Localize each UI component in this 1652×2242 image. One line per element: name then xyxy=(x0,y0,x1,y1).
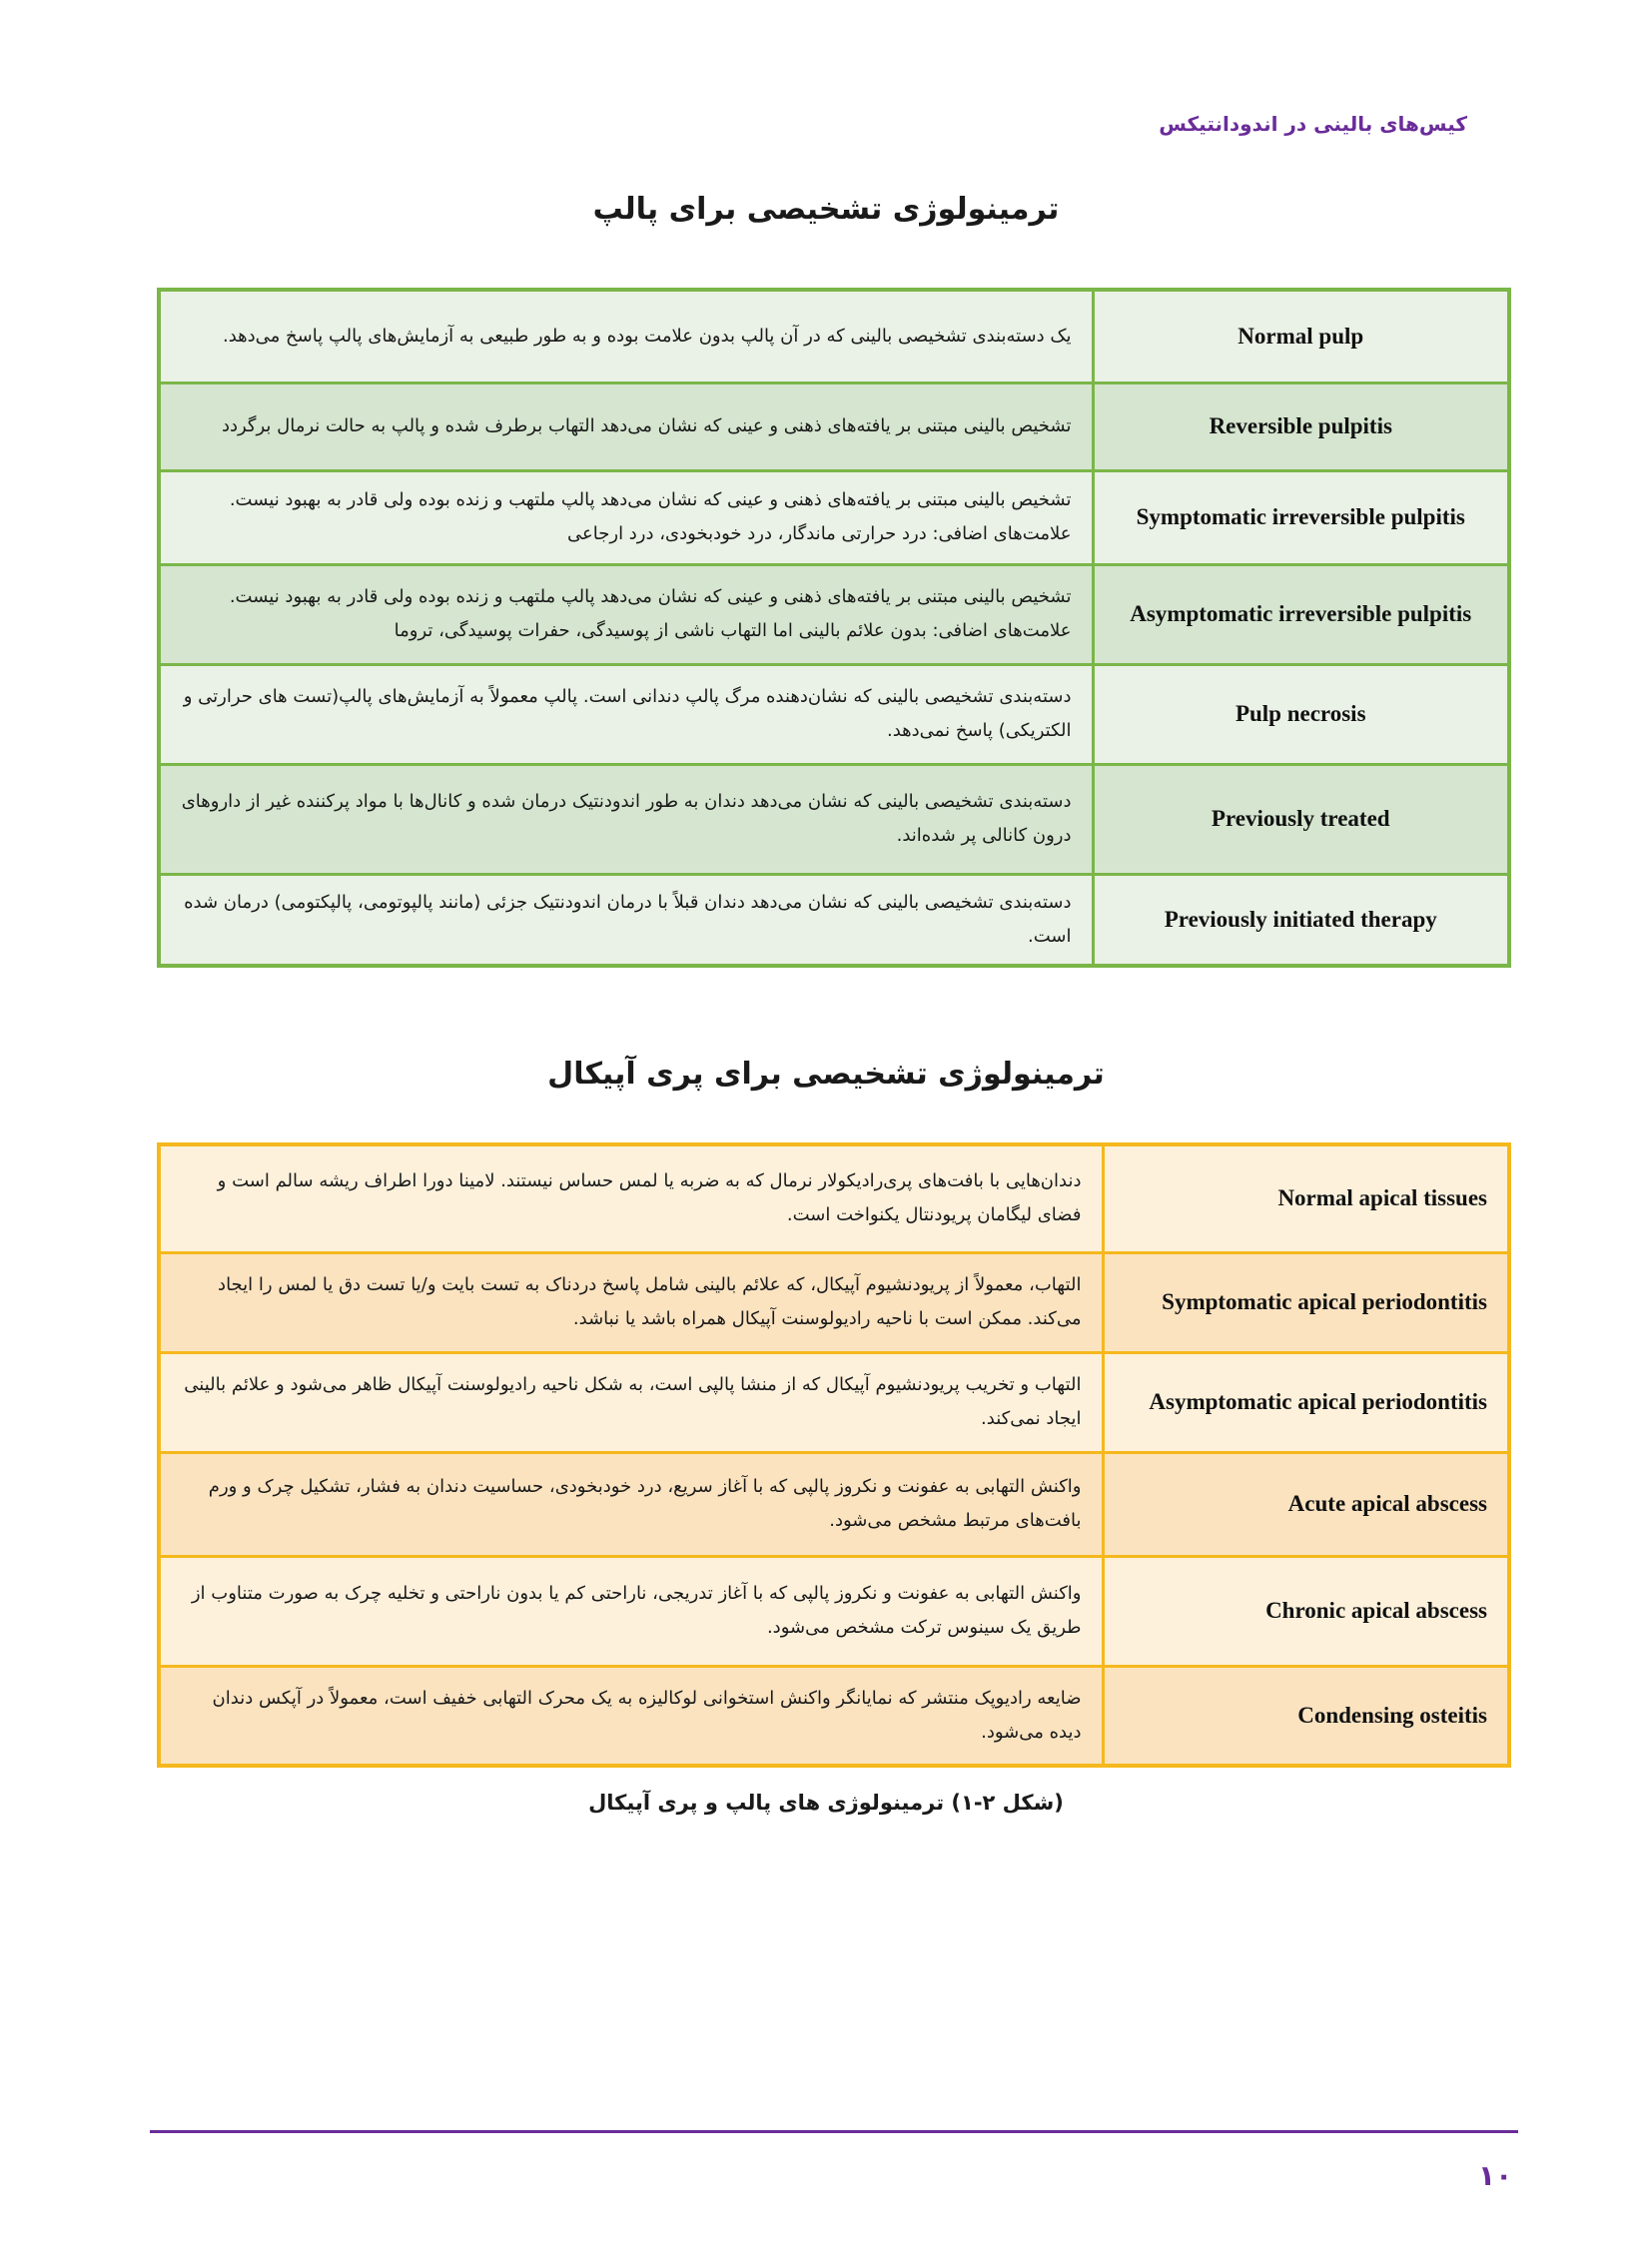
running-header: کیس‌های بالینی در اندودانتیکس xyxy=(1159,112,1467,136)
table-row xyxy=(159,290,1509,382)
description-cell: ضایعه رادیوپک منتشر که نمایانگر واکنش استخوانی لوکالیزه به یک محرک التهابی خفیف است، معمولاً در آپکس دندان دیده می‌شود. xyxy=(159,1666,1103,1766)
description-cell: دسته‌بندی تشخیصی بالینی که نشان می‌دهد دندان قبلاً با درمان اندودنتیک جزئی (مانند پالپوتومی، پالپکتومی) درمان شده است. xyxy=(159,874,1093,966)
term-cell: Condensing osteitis xyxy=(1103,1666,1509,1766)
term-cell: Chronic apical abscess xyxy=(1103,1556,1509,1666)
table-row xyxy=(159,764,1509,874)
description-cell: واکنش التهابی به عفونت و نکروز پالپی که با آغاز سریع، درد خودبخودی، حساسیت دندان به فشار، تشکیل چرک و ورم بافت‌های مرتبط مشخص می‌شود. xyxy=(159,1452,1103,1556)
description-cell: تشخیص بالینی مبتنی بر یافته‌های ذهنی و عینی که نشان می‌دهد پالپ ملتهب و زنده بوده ولی قادر به بهبود نیست. علامت‌های اضافی: درد حرارتی ماندگار، درد خودبخودی، درد ارجاعی xyxy=(159,470,1093,564)
term-cell: Symptomatic irreversible pulpitis xyxy=(1093,470,1509,564)
description-cell: دسته‌بندی تشخیصی بالینی که نشان‌دهنده مرگ پالپ دندانی است. پالپ معمولاً به آزمایش‌های پالپ(تست های حرارتی و الکتریکی) پاسخ نمی‌دهد. xyxy=(159,664,1093,764)
table-row xyxy=(159,1452,1509,1556)
table-row xyxy=(159,1144,1509,1252)
description-cell: واکنش التهابی به عفونت و نکروز پالپی که با آغاز تدریجی، ناراحتی کم یا بدون ناراحتی و تخلیه چرک به صورت متناوب از طریق یک سینوس ترکت مشخص می‌شود. xyxy=(159,1556,1103,1666)
table-row xyxy=(159,1352,1509,1452)
term-cell: Acute apical abscess xyxy=(1103,1452,1509,1556)
term-cell: Pulp necrosis xyxy=(1093,664,1509,764)
table-row xyxy=(159,564,1509,664)
term-cell: Symptomatic apical periodontitis xyxy=(1103,1252,1509,1352)
term-cell: Normal pulp xyxy=(1093,290,1509,382)
description-cell: التهاب و تخریب پریودنشیوم آپیکال که از منشا پالپی است، به شکل ناحیه رادیولوسنت آپیکال ظاهر می‌شود و علائم بالینی ایجاد نمی‌کند. xyxy=(159,1352,1103,1452)
term-cell: Previously initiated therapy xyxy=(1093,874,1509,966)
term-cell: Reversible pulpitis xyxy=(1093,382,1509,470)
table-row xyxy=(159,382,1509,470)
description-cell: دندان‌هایی با بافت‌های پری‌رادیکولار نرمال که به ضربه یا لمس حساس نیستند. لامینا دورا اطراف ریشه سالم است و فضای لیگامان پریودنتال یکنواخت است. xyxy=(159,1144,1103,1252)
description-cell: التهاب، معمولاً از پریودنشیوم آپیکال، که علائم بالینی شامل پاسخ دردناک به تست بایت و/یا تست دق یا لمس را ایجاد می‌کند. ممکن است با ناحیه رادیولوسنت آپیکال همراه باشد یا نباشد. xyxy=(159,1252,1103,1352)
pulp-terminology-table xyxy=(157,288,1511,968)
table-row xyxy=(159,470,1509,564)
footer-divider xyxy=(150,2130,1518,2133)
description-cell: دسته‌بندی تشخیصی بالینی که نشان می‌دهد دندان به طور اندودنتیک درمان شده و کانال‌ها با مواد پرکننده غیر از داروهای درون کانالی پر شده‌اند. xyxy=(159,764,1093,874)
term-cell: Previously treated xyxy=(1093,764,1509,874)
table-row xyxy=(159,1556,1509,1666)
term-cell: Normal apical tissues xyxy=(1103,1144,1509,1252)
table-row xyxy=(159,874,1509,966)
page-number: ۱۰ xyxy=(1478,2159,1513,2192)
pulp-section-title: ترمینولوژی تشخیصی برای پالپ xyxy=(592,192,1060,227)
description-cell: یک دسته‌بندی تشخیصی بالینی که در آن پالپ بدون علامت بوده و به طور طبیعی به آزمایش‌های پالپ پاسخ می‌دهد. xyxy=(159,290,1093,382)
periapical-section-title: ترمینولوژی تشخیصی برای پری آپیکال xyxy=(547,1057,1105,1092)
table-row xyxy=(159,1666,1509,1766)
periapical-terminology-table xyxy=(157,1142,1511,1768)
description-cell: تشخیص بالینی مبتنی بر یافته‌های ذهنی و عینی که نشان می‌دهد پالپ ملتهب و زنده بوده ولی قادر به بهبود نیست. علامت‌های اضافی: بدون علائم بالینی اما التهاب ناشی از پوسیدگی، حفرات پوسیدگی، تروما xyxy=(159,564,1093,664)
figure-caption: (شکل ۲-۱) ترمینولوژی های پالپ و پری آپیکال xyxy=(588,1791,1064,1815)
description-cell: تشخیص بالینی مبتنی بر یافته‌های ذهنی و عینی که نشان می‌دهد التهاب برطرف شده و پالپ به حالت نرمال برگردد xyxy=(159,382,1093,470)
term-cell: Asymptomatic irreversible pulpitis xyxy=(1093,564,1509,664)
table-row xyxy=(159,1252,1509,1352)
term-cell: Asymptomatic apical periodontitis xyxy=(1103,1352,1509,1452)
table-row xyxy=(159,664,1509,764)
